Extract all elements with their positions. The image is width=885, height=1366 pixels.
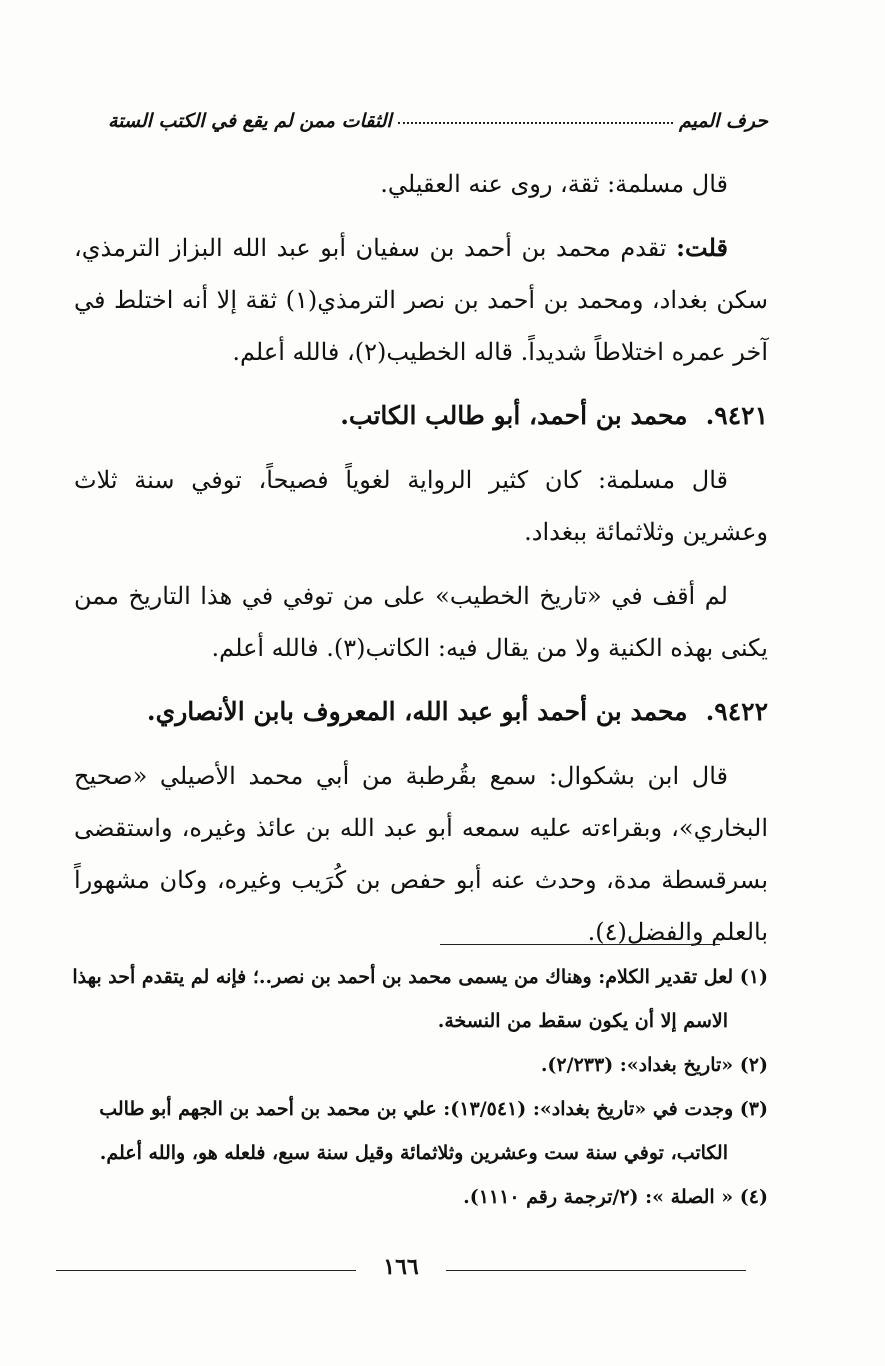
page-footer [56,1254,746,1284]
entry-heading-9421 [74,390,768,442]
header-book-title: الثقات ممن لم يقع في الكتب الستة [108,110,392,132]
footnote-text: «تاريخ بغداد»: (٢/٢٣٣). [540,1054,734,1076]
footnote-continuation: الكاتب، توفي سنة ست وعشرين وثلاثمائة وقيل سنة سبع، فلعله هو، والله أعلم. [99,1142,728,1164]
footnote-1 [68,955,768,1043]
paragraph-3: قال مسلمة: كان كثير الرواية لغوياً فصيحاً، توفي سنة ثلاث وعشرين وثلاثمائة ببغداد. [74,466,768,546]
footnote-number: (١) [739,966,768,988]
paragraph-4: لم أقف في «تاريخ الخطيب» على من توفي في هذا التاريخ ممن يكنى بهذه الكنية ولا من يقال فيه: الكاتب(٣). فالله أعلم. [74,582,768,662]
footnote-number: (٣) [739,1098,768,1120]
paragraph-2 [74,222,768,378]
paragraph-2-text: تقدم محمد بن أحمد بن سفيان أبو عبد الله البزاز الترمذي، سكن بغداد، ومحمد بن أحمد بن نصر الترمذي(١) ثقة إلا أنه اختلط في آخر عمره اختلاطاً شديداً. قاله الخطيب(٢)، فالله أعلم. [74,234,768,366]
footnote-4 [68,1175,768,1219]
paragraph-1: قال مسلمة: ثقة، روى عنه العقيلي. [380,170,728,198]
footnote-text: وجدت في «تاريخ بغداد»: (١٣/٥٤١): علي بن محمد بن أحمد بن الجهم أبو طالب [99,1098,734,1120]
paragraph-2-lead: قلت: [676,233,729,262]
page-number: ١٦٦ [383,1254,419,1280]
footnote-text: « الصلة »: (٢/ترجمة رقم ١١١٠). [463,1186,734,1208]
footnote-text: لعل تقدير الكلام: وهناك من يسمى محمد بن أحمد بن نصر..؛ فإنه لم يتقدم أحد بهذا [72,966,734,988]
footnote-number: (٢) [739,1054,768,1076]
entry-number: ٩٤٢٢. [705,697,768,726]
footnote-number: (٤) [739,1186,768,1208]
paragraph-5: قال ابن بشكوال: سمع بقُرطبة من أبي محمد الأصيلي «صحيح البخاري»، وبقراءته عليه سمعه أبو عبد الله بن عائذ وغيره، واستقضى بسرقسطة مدة، وحدث عنه أبو حفص بن كُرَيب وغيره، وكان مشهوراً بالعلم والفضل(٤). [74,762,769,946]
footnote-2 [68,1043,768,1087]
main-text [74,158,768,970]
footer-rule-right [446,1270,746,1271]
running-header [108,96,768,132]
footnote-separator [440,944,720,945]
entry-number: ٩٤٢١. [705,401,768,430]
footnotes [68,955,768,1219]
footnote-3 [68,1087,768,1175]
entry-heading-9422 [74,686,768,738]
entry-name: محمد بن أحمد أبو عبد الله، المعروف بابن الأنصاري. [146,697,688,726]
entry-name: محمد بن أحمد، أبو طالب الكاتب. [340,401,688,430]
header-dotted-leader [398,122,673,124]
header-section-title: حرف الميم [679,110,768,132]
footnote-continuation: الاسم إلا أن يكون سقط من النسخة. [437,1010,728,1032]
footer-rule-left [56,1270,356,1271]
